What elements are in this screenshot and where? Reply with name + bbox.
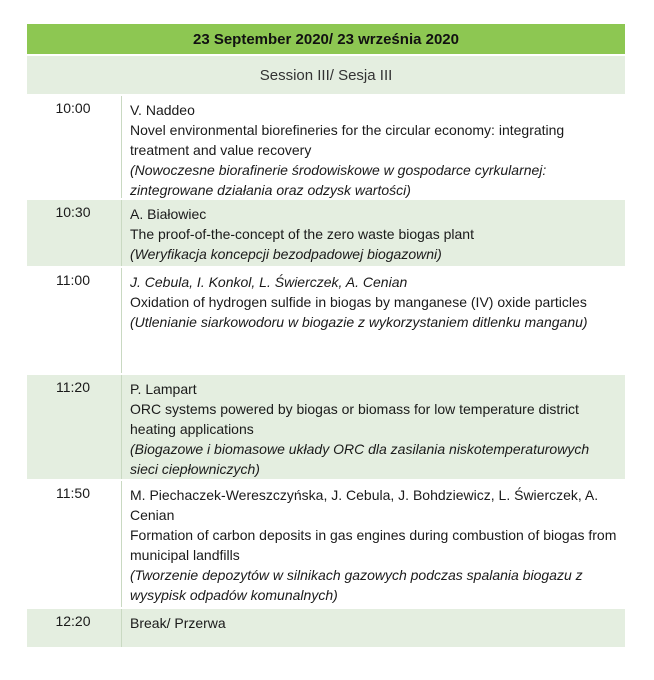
date-header: [27, 24, 625, 54]
schedule-table: [27, 24, 625, 647]
row-content: [122, 268, 625, 373]
table-row: [27, 607, 625, 647]
row-title: Novel environmental biorefineries for the circular economy: integrating treatment and value recovery: [130, 122, 565, 158]
row-content: [122, 481, 625, 607]
row-authors: Break/ Przerwa: [130, 615, 226, 631]
table-row: [27, 94, 625, 198]
row-time: 11:00: [56, 272, 90, 288]
row-title: Formation of carbon deposits in gas engines during combustion of biogas from municipal landfills: [130, 527, 617, 563]
row-translation: (Biogazowe i biomasowe układy ORC dla zasilania niskotemperaturowych sieci ciepłowniczych): [130, 441, 590, 477]
row-time: 10:00: [55, 100, 91, 116]
row-time: 12:20: [55, 613, 91, 629]
row-content: [122, 96, 625, 198]
row-time: 10:30: [55, 204, 91, 220]
row-title: Oxidation of hydrogen sulfide in biogas by manganese (IV) oxide particles: [130, 294, 587, 310]
row-title: The proof-of-the-concept of the zero waste biogas plant: [130, 226, 474, 242]
row-content: [122, 375, 625, 479]
row-translation: (Weryfikacja koncepcji bezodpadowej biogazowni): [130, 246, 442, 262]
row-content: [122, 200, 625, 266]
row-translation: (Utlenianie siarkowodoru w biogazie z wykorzystaniem ditlenku manganu): [130, 314, 588, 330]
table-row: [27, 373, 625, 479]
row-time: 11:50: [56, 485, 90, 501]
table-row: [27, 266, 625, 373]
row-translation: (Tworzenie depozytów w silnikach gazowych podczas spalania biogazu z wysypisk odpadów komunalnych): [130, 567, 583, 603]
row-time: 11:20: [56, 379, 90, 395]
date-text: 23 September 2020/ 23 września 2020: [192, 30, 459, 48]
session-header: [27, 56, 625, 94]
row-authors: M. Piechaczek-Wereszczyńska, J. Cebula, J. Bohdziewicz, L. Świerczek, A. Cenian: [130, 487, 599, 523]
row-translation: (Nowoczesne biorafinerie środowiskowe w gospodarce cyrkularnej: zintegrowane działania oraz odzysk wartości): [130, 162, 547, 198]
session-text: Session III/ Sesja III: [259, 66, 393, 84]
row-authors: A. Białowiec: [130, 206, 207, 222]
row-title: ORC systems powered by biogas or biomass for low temperature district heating applications: [130, 401, 579, 437]
row-authors: V. Naddeo: [130, 102, 195, 118]
row-authors: P. Lampart: [130, 381, 197, 397]
row-authors: J. Cebula, I. Konkol, L. Świerczek, A. Cenian: [130, 274, 408, 290]
table-row: [27, 198, 625, 266]
row-content: [122, 609, 625, 647]
table-row: [27, 479, 625, 607]
